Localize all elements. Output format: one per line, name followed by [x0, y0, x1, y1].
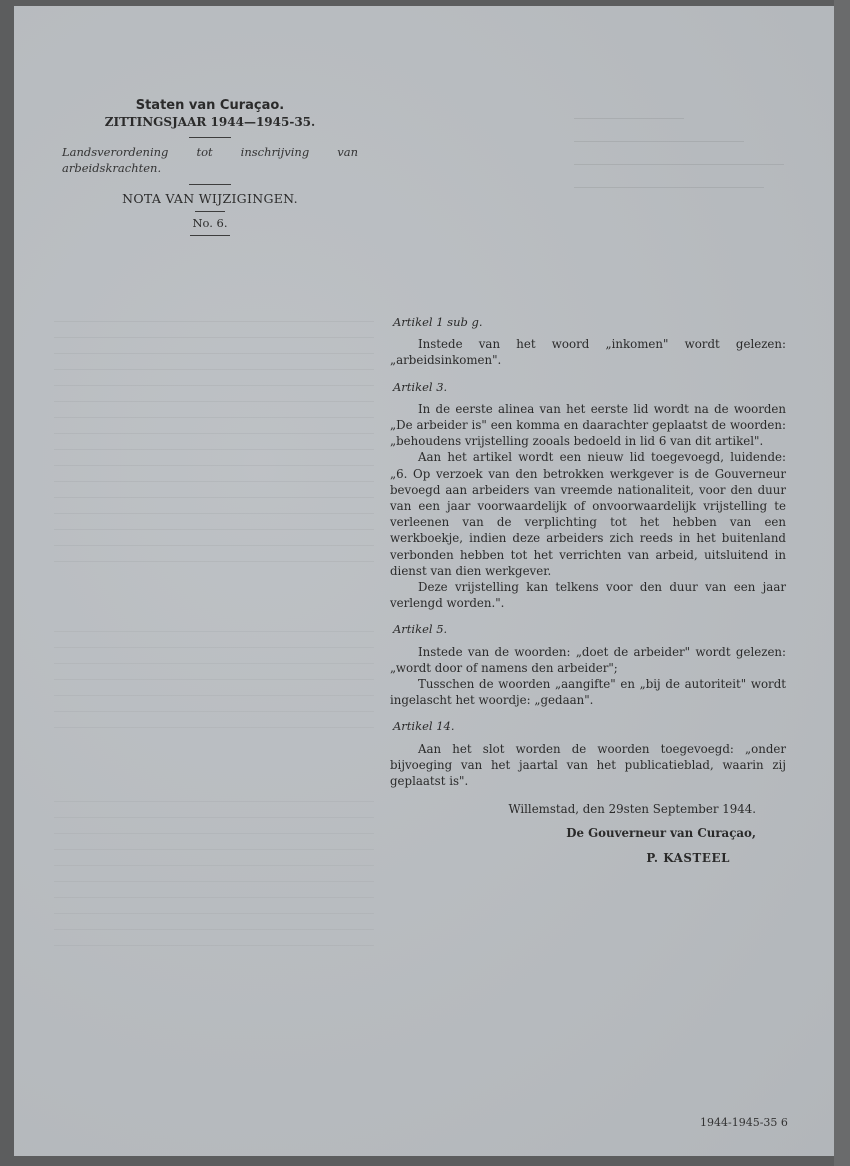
session-year: ZITTINGSJAAR 1944—1945-35.	[104, 115, 316, 129]
article-heading: Artikel 3.	[393, 379, 448, 394]
place-date: Willemstad, den 29sten September 1944.	[508, 802, 756, 817]
header-divider	[189, 137, 231, 138]
article-heading: Artikel 5.	[393, 622, 448, 637]
header-divider	[190, 235, 230, 236]
document-header	[62, 98, 358, 241]
governor-title: De Gouverneur van Curaçao,	[566, 826, 756, 841]
document-number: No. 6.	[192, 216, 228, 230]
article-paragraph: Instede van de woorden: „doet de arbeider" wordt gelezen: „wordt door of namens den arbeider";	[390, 644, 786, 675]
closing-block	[390, 801, 786, 866]
document-type: NOTA VAN WIJZIGINGEN.	[122, 191, 298, 206]
amendments-body	[390, 314, 786, 866]
header-divider	[195, 211, 225, 212]
article-paragraph: In de eerste alinea van het eerste lid wordt na de woorden „De arbeider is" een komma en daarachter geplaatst de woorden: „behoudens vrijstelling zooals bedoeld in lid 6 van dit artikel".	[390, 401, 786, 449]
article-heading: Artikel 1 sub g.	[393, 315, 483, 329]
article-paragraph: Instede van het woord „inkomen" wordt gelezen: „arbeidsinkomen".	[390, 337, 786, 368]
article-paragraph: Aan het slot worden de woorden toegevoegd: „onder bijvoeging van het jaartal van het publicatieblad, waarin zij geplaatst is".	[390, 741, 786, 789]
article-paragraph: Tusschen de woorden „aangifte" en „bij de autoriteit" wordt ingelascht het woordje: „gedaan".	[390, 677, 786, 708]
assembly-title: Staten van Curaçao.	[135, 98, 285, 113]
signatory-name: P. KASTEEL	[646, 850, 730, 865]
document-code: 1944-1945-35 6	[700, 1116, 788, 1129]
bleed-through-left	[54, 321, 374, 1021]
header-divider	[189, 184, 231, 185]
article-heading: Artikel 14.	[393, 719, 455, 734]
article-paragraph: Aan het artikel wordt een nieuw lid toegevoegd, luidende: „6. Op verzoek van den betrokken werkgever is de Gouverneur bevoegd aan arbeiders van vreemde nationaliteit, voor den duur van een jaar voorwaardelijk of onvoorwaardelijk vrijstelling te verleenen van de verplichting tot het hebben van een werkboekje, indien deze arbeiders zich reeds in het buitenland verbonden hebben tot het verrichten van arbeid, uitsluitend in dienst van dien werkgever.	[390, 450, 786, 578]
bleed-through-right	[574, 106, 794, 256]
ordinance-subject: Landsverordening tot inschrijving van arbeidskrachten.	[62, 145, 358, 175]
page-edge	[834, 0, 850, 1166]
article-paragraph: Deze vrijstelling kan telkens voor den duur van een jaar verlengd worden.".	[390, 580, 786, 611]
